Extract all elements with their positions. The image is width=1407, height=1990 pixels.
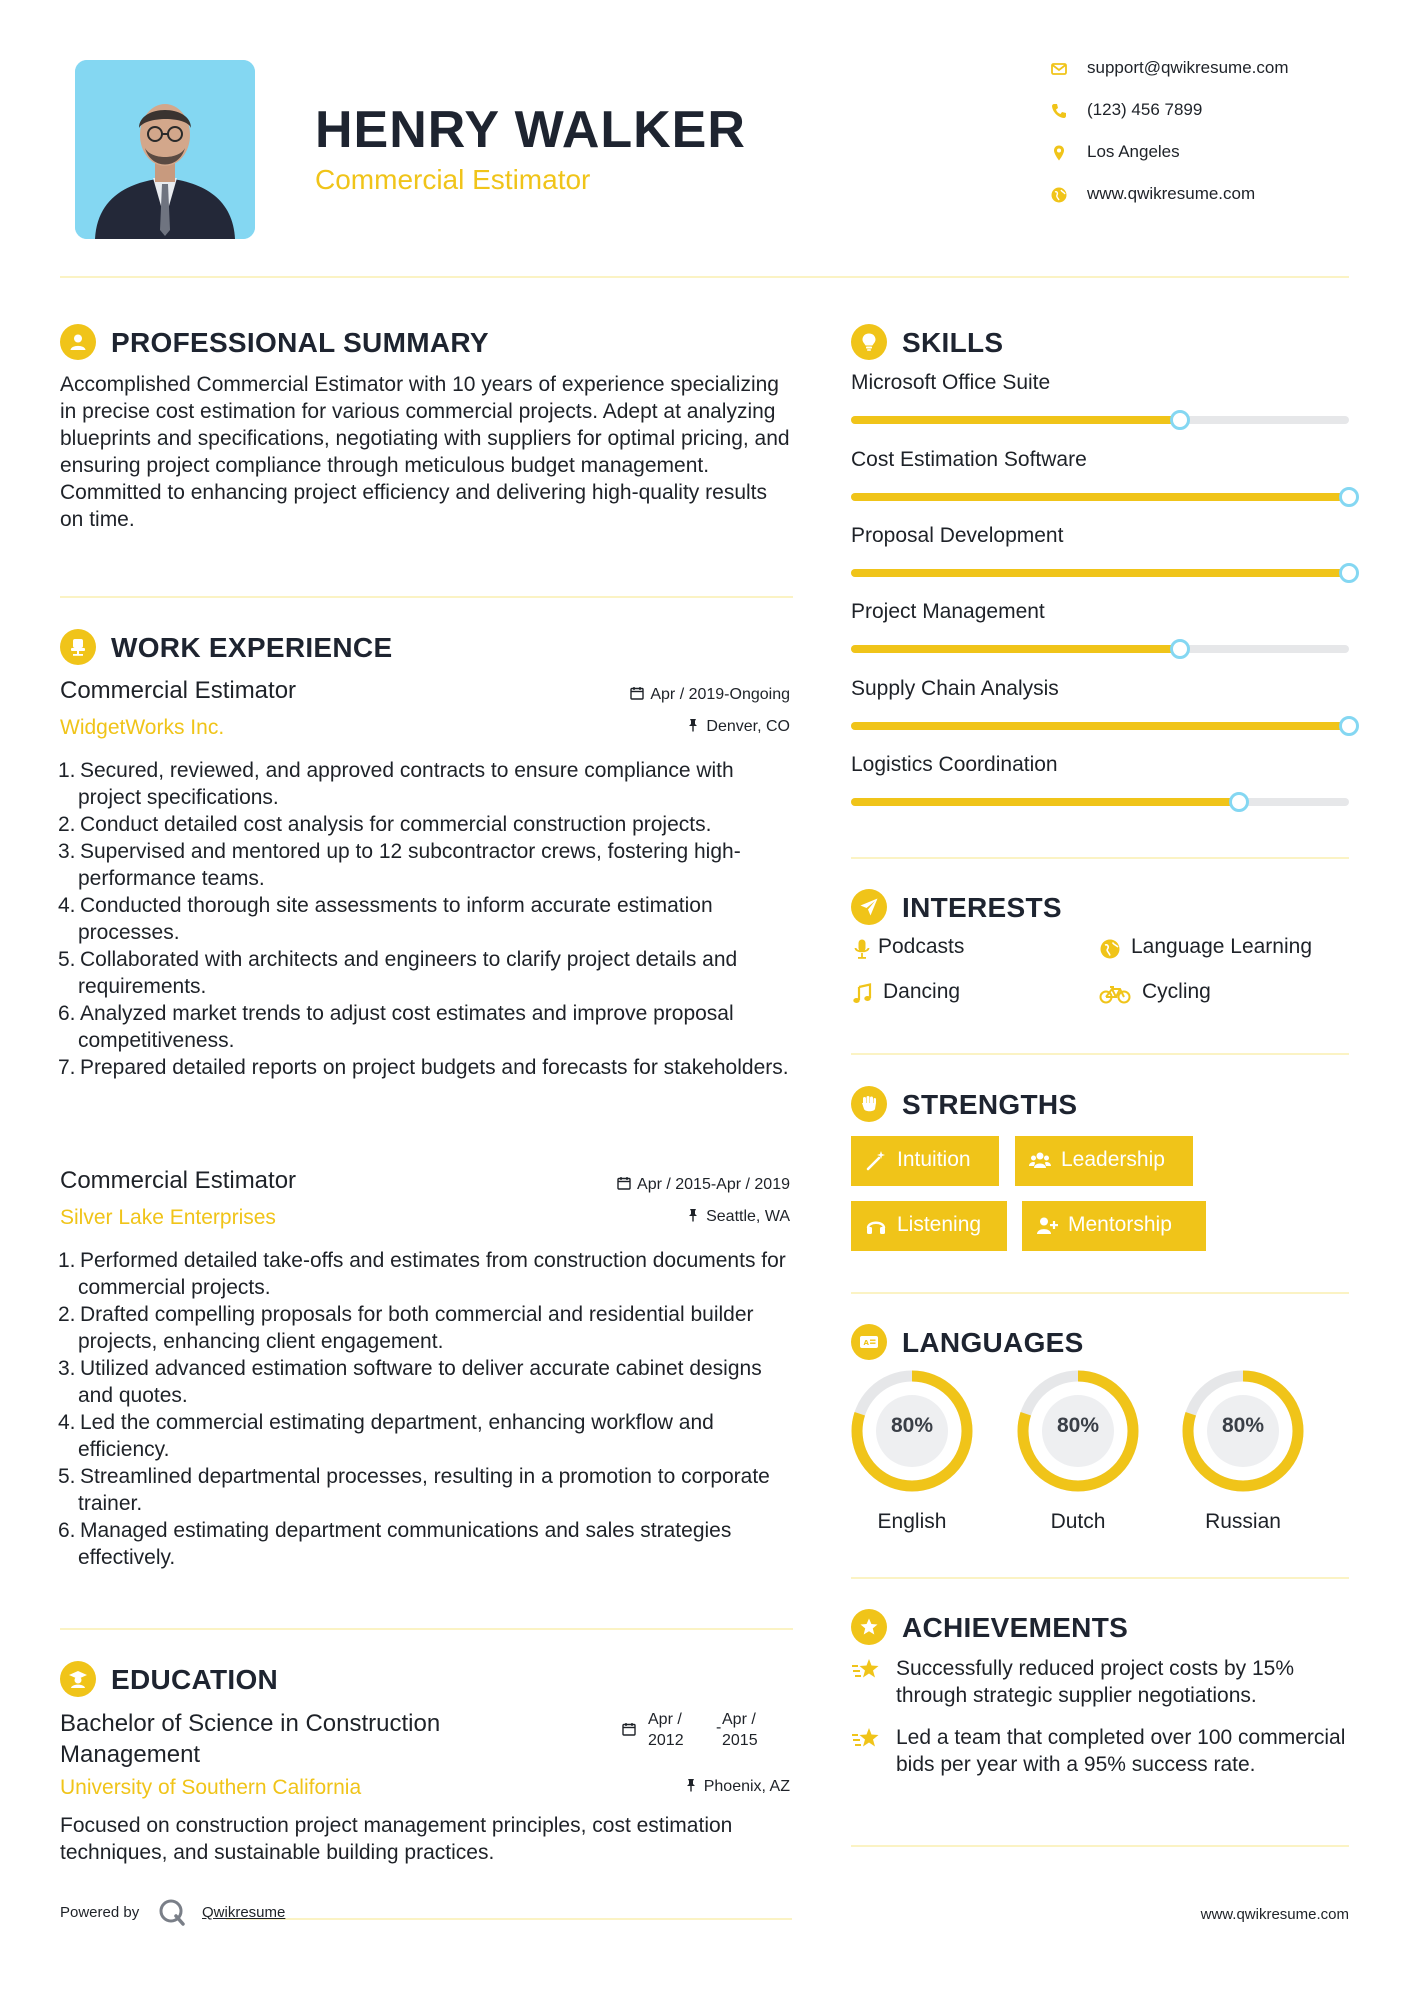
achievements-heading-label: ACHIEVEMENTS: [902, 1612, 1129, 1643]
duty-text: Prepared detailed reports on project budgets and forecasts for stakeholders.: [80, 1056, 789, 1079]
strengths-heading: [851, 1084, 1251, 1124]
skills-badge: [851, 324, 887, 360]
strength-chip: [1022, 1201, 1206, 1251]
list-item: 6. Managed estimating department communications and sales strategies effectively.: [58, 1519, 732, 1569]
music-note-icon: [851, 983, 873, 1005]
calendar-icon: [630, 686, 644, 700]
skill-bar-fill: [851, 416, 1180, 424]
strengths-divider: [851, 1292, 1349, 1294]
list-item: 4. Conducted thorough site assessments to inform accurate estimation processes.: [58, 894, 713, 944]
list-item: 7. Prepared detailed reports on project budgets and forecasts for stakeholders.: [58, 1056, 789, 1079]
skill-bar: [851, 416, 1349, 424]
duty-text: Utilized advanced estimation software to deliver accurate cabinet designs and quotes.: [78, 1357, 762, 1407]
paper-plane-icon: [859, 897, 879, 917]
contact-location-text: Los Angeles: [1087, 142, 1180, 161]
achievements-heading: [851, 1607, 1251, 1647]
education-degree: Bachelor of Science in Construction Management: [60, 1710, 441, 1768]
candidate-title: Commercial Estimator: [315, 164, 591, 195]
shooting-star-icon: [851, 1726, 881, 1752]
skill-bar: [851, 798, 1349, 806]
list-item: 2. Conduct detailed cost analysis for commercial construction projects.: [58, 813, 712, 836]
skill-bar: [851, 493, 1349, 501]
list-item: 2. Drafted compelling proposals for both commercial and residential builder projects, enhancing client engagement.: [58, 1303, 754, 1353]
headphones-icon: [865, 1215, 887, 1237]
interests-divider: [851, 1053, 1349, 1055]
education-heading: [60, 1659, 620, 1699]
skill-bar-handle: [1229, 792, 1249, 812]
languages-heading: [851, 1322, 1251, 1362]
bicycle-icon: [1099, 983, 1131, 1005]
education-location: [684, 1778, 790, 1796]
footer-brand-link[interactable]: Qwikresume: [202, 1904, 286, 1921]
interests-heading-label: INTERESTS: [902, 892, 1062, 923]
summary-badge: [60, 324, 96, 360]
user-icon: [68, 332, 88, 352]
job-1-dates-text: Apr / 2019-Ongoing: [650, 686, 790, 703]
skill-bar-handle: [1170, 410, 1190, 430]
skill-bar: [851, 569, 1349, 577]
summary-heading: [60, 322, 620, 362]
person-portrait-icon: [75, 60, 255, 239]
education-school: University of Southern California: [60, 1776, 362, 1799]
list-item: 3. Supervised and mentored up to 12 subcontractor crews, fostering high-performance teams.: [58, 840, 741, 890]
job-2-title: Commercial Estimator: [60, 1167, 297, 1194]
languages-badge: [851, 1324, 887, 1360]
interest-label: Language Learning: [1131, 935, 1313, 958]
interest-label: Podcasts: [878, 935, 965, 958]
fist-icon: [859, 1094, 879, 1114]
education-dates: [622, 1709, 792, 1749]
contact-phone-text: (123) 456 7899: [1087, 100, 1203, 119]
skill-bar-fill: [851, 645, 1180, 653]
education-date-start: Apr / 2012: [648, 1711, 684, 1749]
users-icon: [1029, 1150, 1051, 1172]
strength-label: Intuition: [897, 1148, 971, 1171]
skill-bar-fill: [851, 798, 1239, 806]
strength-label: Leadership: [1061, 1148, 1165, 1171]
skill-name: Cost Estimation Software: [851, 448, 1087, 471]
interests-badge: [851, 889, 887, 925]
achievements-divider: [851, 1845, 1349, 1847]
job-1-duties: [60, 757, 795, 1081]
job-2-dates-text: Apr / 2015-Apr / 2019: [637, 1176, 790, 1193]
job-1-dates: [630, 686, 790, 704]
contact-location: [1050, 142, 1380, 166]
skill-bar-handle: [1339, 487, 1359, 507]
duty-text: Analyzed market trends to adjust cost estimates and improve proposal competitiveness.: [78, 1002, 734, 1052]
footer-powered-by: Powered by: [60, 1904, 140, 1921]
skill-name: Logistics Coordination: [851, 753, 1058, 776]
location-pin-icon: [1050, 144, 1068, 162]
summary-text: Accomplished Commercial Estimator with 10 years of experience specializing in precise cost estimation for various commercial projects. Adept at analyzing blueprints and specifications, negotiating with suppliers for optimal pricing, and ensuring project compliance through meticulous budget management. Committed to enhancing project efficiency and delivering high-quality results on time.: [60, 373, 790, 531]
svg-text:A: A: [863, 1339, 869, 1347]
skill-bar-fill: [851, 569, 1349, 577]
profile-photo: [75, 60, 255, 239]
globe-icon: [1099, 938, 1121, 960]
list-item: 4. Led the commercial estimating department, enhancing workflow and efficiency.: [58, 1411, 714, 1461]
job-1-location: [686, 718, 790, 736]
contact-website[interactable]: [1050, 184, 1380, 208]
language-name: Russian: [1205, 1510, 1281, 1533]
job-2-location-text: Seattle, WA: [706, 1208, 790, 1225]
interest-label: Dancing: [883, 980, 961, 1003]
skill-name: Supply Chain Analysis: [851, 677, 1059, 700]
pushpin-icon: [686, 718, 700, 732]
skills-divider: [851, 857, 1349, 859]
phone-icon: [1050, 102, 1068, 120]
interests-heading: [851, 887, 1251, 927]
strength-chip: [851, 1201, 1007, 1251]
job-1-location-text: Denver, CO: [706, 718, 790, 735]
education-badge: [60, 1661, 96, 1697]
skill-bar: [851, 722, 1349, 730]
mail-icon: [1050, 60, 1068, 78]
strength-chip: [851, 1136, 999, 1186]
strengths-badge: [851, 1086, 887, 1122]
duty-text: Managed estimating department communications and sales strategies effectively.: [78, 1519, 732, 1569]
duty-text: Collaborated with architects and engineers to clarify project details and requirements.: [78, 948, 738, 998]
languages-heading-label: LANGUAGES: [902, 1327, 1084, 1358]
shooting-star-icon: [851, 1657, 881, 1683]
chair-icon: [68, 637, 88, 657]
achievements-badge: [851, 1609, 887, 1645]
strength-chip: [1015, 1136, 1193, 1186]
list-item: 1. Secured, reviewed, and approved contracts to ensure compliance with project specifications.: [58, 759, 734, 809]
duty-text: Drafted compelling proposals for both commercial and residential builder projects, enhancing client engagement.: [78, 1303, 754, 1353]
language-name: English: [877, 1510, 947, 1533]
skill-bar-fill: [851, 722, 1349, 730]
skill-name: Microsoft Office Suite: [851, 371, 1051, 394]
duty-text: Conducted thorough site assessments to inform accurate estimation processes.: [78, 894, 713, 944]
header-divider: [60, 276, 1349, 278]
magic-wand-icon: [865, 1150, 887, 1172]
calendar-icon: [622, 1722, 636, 1736]
footer-site-link[interactable]: www.qwikresume.com: [1200, 1906, 1349, 1923]
skill-bar-fill: [851, 493, 1349, 501]
pushpin-icon: [684, 1778, 698, 1792]
skill-name: Project Management: [851, 600, 1045, 623]
list-item: 6. Analyzed market trends to adjust cost estimates and improve proposal competitiveness.: [58, 1002, 734, 1052]
date-separator: -: [716, 1719, 722, 1736]
languages-divider: [851, 1577, 1349, 1579]
skill-bar-handle: [1170, 639, 1190, 659]
list-item: 1. Performed detailed take-offs and estimates from construction documents for commercial projects.: [58, 1249, 786, 1299]
list-item: 5. Streamlined departmental processes, resulting in a promotion to corporate trainer.: [58, 1465, 770, 1515]
experience-badge: [60, 629, 96, 665]
skill-bar-handle: [1339, 563, 1359, 583]
list-item: 3. Utilized advanced estimation software to deliver accurate cabinet designs and quotes.: [58, 1357, 762, 1407]
interest-label: Cycling: [1142, 980, 1211, 1003]
education-heading-label: EDUCATION: [111, 1664, 279, 1695]
strengths-heading-label: STRENGTHS: [902, 1089, 1078, 1120]
education-date-end: Apr / 2015: [722, 1711, 758, 1749]
job-1-title: Commercial Estimator: [60, 677, 297, 704]
star-badge-icon: [859, 1617, 879, 1637]
job-2-dates: [617, 1176, 790, 1194]
language-percent: 80%: [1056, 1414, 1100, 1437]
achievement-text: Successfully reduced project costs by 15% through strategic supplier negotiations.: [896, 1657, 1295, 1707]
footer-divider: [226, 1918, 792, 1920]
skill-bar: [851, 645, 1349, 653]
qwikresume-logo-icon: [158, 1898, 186, 1926]
job-2-company: Silver Lake Enterprises: [60, 1206, 276, 1229]
summary-heading-label: PROFESSIONAL SUMMARY: [111, 327, 489, 358]
duty-text: Performed detailed take-offs and estimates from construction documents for commercial projects.: [78, 1249, 786, 1299]
duty-text: Secured, reviewed, and approved contracts to ensure compliance with project specifications.: [78, 759, 734, 809]
duty-text: Supervised and mentored up to 12 subcontractor crews, fostering high-performance teams.: [78, 840, 741, 890]
experience-divider: [60, 1628, 793, 1630]
language-card-icon: [859, 1332, 879, 1352]
education-description: Focused on construction project management principles, cost estimation techniques, and sustainable building practices.: [60, 1814, 733, 1864]
skill-bar-handle: [1339, 716, 1359, 736]
contact-website-text: www.qwikresume.com: [1087, 184, 1256, 203]
microphone-icon: [851, 938, 873, 960]
skills-heading: [851, 322, 1251, 362]
duty-text: Conduct detailed cost analysis for commercial construction projects.: [80, 813, 712, 836]
globe-icon: [1050, 186, 1068, 204]
pushpin-icon: [686, 1208, 700, 1222]
calendar-icon: [617, 1176, 631, 1190]
job-1-company: WidgetWorks Inc.: [60, 716, 225, 739]
language-percent: 80%: [890, 1414, 934, 1437]
summary-divider: [60, 596, 793, 598]
job-2-duties: [60, 1247, 795, 1571]
strength-label: Mentorship: [1068, 1213, 1172, 1236]
skill-name: Proposal Development: [851, 524, 1064, 547]
lightbulb-icon: [859, 332, 879, 352]
contact-email-text: support@qwikresume.com: [1087, 58, 1289, 77]
skills-heading-label: SKILLS: [902, 327, 1004, 358]
duty-text: Led the commercial estimating department, enhancing workflow and efficiency.: [78, 1411, 714, 1461]
contact-email[interactable]: [1050, 58, 1380, 82]
candidate-name: HENRY WALKER: [315, 101, 746, 159]
achievement-text: Led a team that completed over 100 commercial bids per year with a 95% success rate.: [896, 1726, 1346, 1776]
strength-label: Listening: [897, 1213, 982, 1236]
contact-phone[interactable]: [1050, 100, 1380, 124]
education-location-text: Phoenix, AZ: [703, 1778, 790, 1795]
graduate-icon: [68, 1669, 88, 1689]
list-item: 5. Collaborated with architects and engineers to clarify project details and requirements.: [58, 948, 738, 998]
experience-heading-label: WORK EXPERIENCE: [111, 632, 393, 663]
user-plus-icon: [1036, 1215, 1058, 1237]
language-percent: 80%: [1221, 1414, 1265, 1437]
language-name: Dutch: [1050, 1510, 1106, 1533]
experience-heading: [60, 627, 620, 667]
duty-text: Streamlined departmental processes, resulting in a promotion to corporate trainer.: [78, 1465, 770, 1515]
job-2-location: [686, 1208, 790, 1226]
